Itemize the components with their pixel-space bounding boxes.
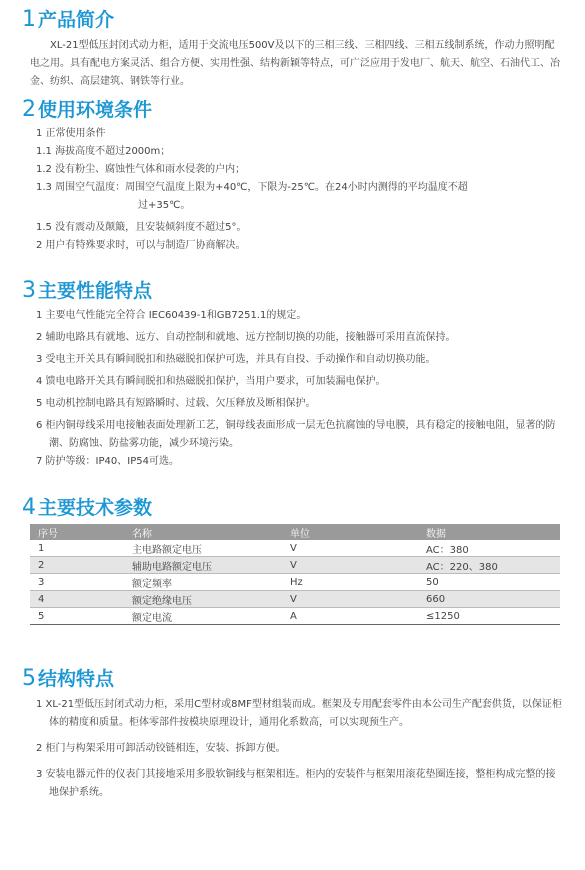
- table-cell: 50: [418, 574, 560, 591]
- section-5-title: [22, 667, 114, 691]
- section-5-heading: 结构特点: [38, 668, 115, 690]
- table-row: [30, 557, 560, 574]
- column-header: 单位: [282, 524, 418, 540]
- table-row: [30, 574, 560, 591]
- section-2-number: 2: [22, 97, 36, 122]
- column-header: 数据: [418, 524, 560, 540]
- structure-list: [36, 696, 563, 802]
- table-row: [30, 540, 560, 557]
- list-item: 4 馈电电路开关具有瞬间脱扣和热磁脱扣保护，当用户要求，可加装漏电保护。: [36, 376, 386, 387]
- column-header: 序号: [30, 524, 124, 540]
- table-cell: V: [282, 540, 418, 557]
- table-cell: V: [282, 557, 418, 574]
- section-1-heading: 产品简介: [38, 9, 115, 31]
- section-3-title: [22, 279, 152, 303]
- table-cell: AC：380: [418, 540, 560, 557]
- section-4-heading: 主要技术参数: [38, 497, 153, 519]
- list-item: 1.2 没有粉尘、腐蚀性气体和雨水侵袭的户内；: [36, 164, 246, 175]
- list-item-continuation: [36, 197, 563, 215]
- section-3-number: 3: [22, 278, 36, 303]
- list-item-continuation-text: 过+35℃。: [138, 200, 191, 211]
- table-cell: 额定电流: [124, 608, 282, 625]
- table-cell: 2: [30, 557, 124, 574]
- list-item: 1.5 没有震动及颠簸，且安装倾斜度不超过5°。: [36, 222, 247, 233]
- list-item: 1.3 周围空气温度：周围空气温度上限为+40℃，下限为-25℃。在24小时内测得的平均温度不超: [36, 182, 468, 193]
- list-item: 1 主要电气性能完全符合 IEC60439-1和GB7251.1的规定。: [36, 310, 307, 321]
- list-item: 3 受电主开关具有瞬间脱扣和热磁脱扣保护可选，并具有自投、手动操作和自动切换功能。: [36, 354, 436, 365]
- table-row: [30, 608, 560, 625]
- table-cell: 额定频率: [124, 574, 282, 591]
- list-item: 5 电动机控制电路具有短路瞬时、过载、欠压释放及断相保护。: [36, 398, 316, 409]
- table-cell: 主电路额定电压: [124, 540, 282, 557]
- table-cell: A: [282, 608, 418, 625]
- product-intro-text: XL-21型低压封闭式动力柜，适用于交流电压500V及以下的三相三线、三相四线、三相五线制系统，作动力照明配电之用。具有配电方案灵活、组合方便、实用性强、结构新颖等特点，可广泛应用于发电厂、航天、航空、石油代工、冶金、纺织、高层建筑、钢铁等行业。: [30, 40, 560, 87]
- table-cell: 4: [30, 591, 124, 608]
- list-item: 7 防护等级：IP40、IP54可选。: [36, 456, 179, 467]
- table-cell: V: [282, 591, 418, 608]
- table-cell: ≤1250: [418, 608, 560, 625]
- section-1-title: [22, 8, 114, 32]
- section-2-heading: 使用环境条件: [38, 99, 153, 121]
- section-4-number: 4: [22, 495, 36, 520]
- environment-list: [36, 125, 563, 255]
- list-item: 2 辅助电路具有就地、远方、自动控制和就地、远方控制切换的功能，接触器可采用直流保持。: [36, 332, 456, 343]
- section-1-number: 1: [22, 7, 36, 32]
- table-cell: 660: [418, 591, 560, 608]
- performance-list: [36, 307, 563, 471]
- table-cell: 辅助电路额定电压: [124, 557, 282, 574]
- section-2-title: [22, 98, 152, 122]
- table-header-row: [30, 524, 560, 540]
- table-cell: 1: [30, 540, 124, 557]
- list-item: 1 正常使用条件: [36, 128, 106, 139]
- list-item: 2 用户有特殊要求时，可以与制造厂协商解决。: [36, 240, 246, 251]
- table-cell: Hz: [282, 574, 418, 591]
- table-cell: 5: [30, 608, 124, 625]
- list-item: 2 柜门与构架采用可卸活动铰链相连，安装、拆卸方便。: [36, 743, 286, 754]
- list-item: 1 XL-21型低压封闭式动力柜，采用C型材或8MF型材组装而成。框架及专用配套零件由本公司生产配套供货，以保证柜体的精度和质量。柜体零部件按模块原理设计，通用化系数高，可以实现预生产。: [36, 699, 562, 728]
- table-cell: AC：220、380: [418, 557, 560, 574]
- table-cell: 3: [30, 574, 124, 591]
- column-header: 名称: [124, 524, 282, 540]
- list-item: 1.1 海拔高度不超过2000m；: [36, 146, 171, 157]
- section-4-title: [22, 496, 152, 520]
- section-5-number: 5: [22, 666, 36, 691]
- technical-parameters-table: [30, 524, 560, 625]
- section-3-heading: 主要性能特点: [38, 280, 153, 302]
- table-row: [30, 591, 560, 608]
- list-item: 6 柜内铜母线采用电接触表面处理新工艺，铜母线表面形成一层无色抗腐蚀的导电膜，具有稳定的接触电阻，显著的防潮、防腐蚀、防盐雾功能，减少环境污染。: [36, 420, 556, 449]
- list-item: 3 安装电器元件的仪表门其接地采用多股软铜线与框架相连。柜内的安装件与框架用滚花垫圈连接，整柜构成完整的接地保护系统。: [36, 769, 556, 798]
- table-cell: 额定绝缘电压: [124, 591, 282, 608]
